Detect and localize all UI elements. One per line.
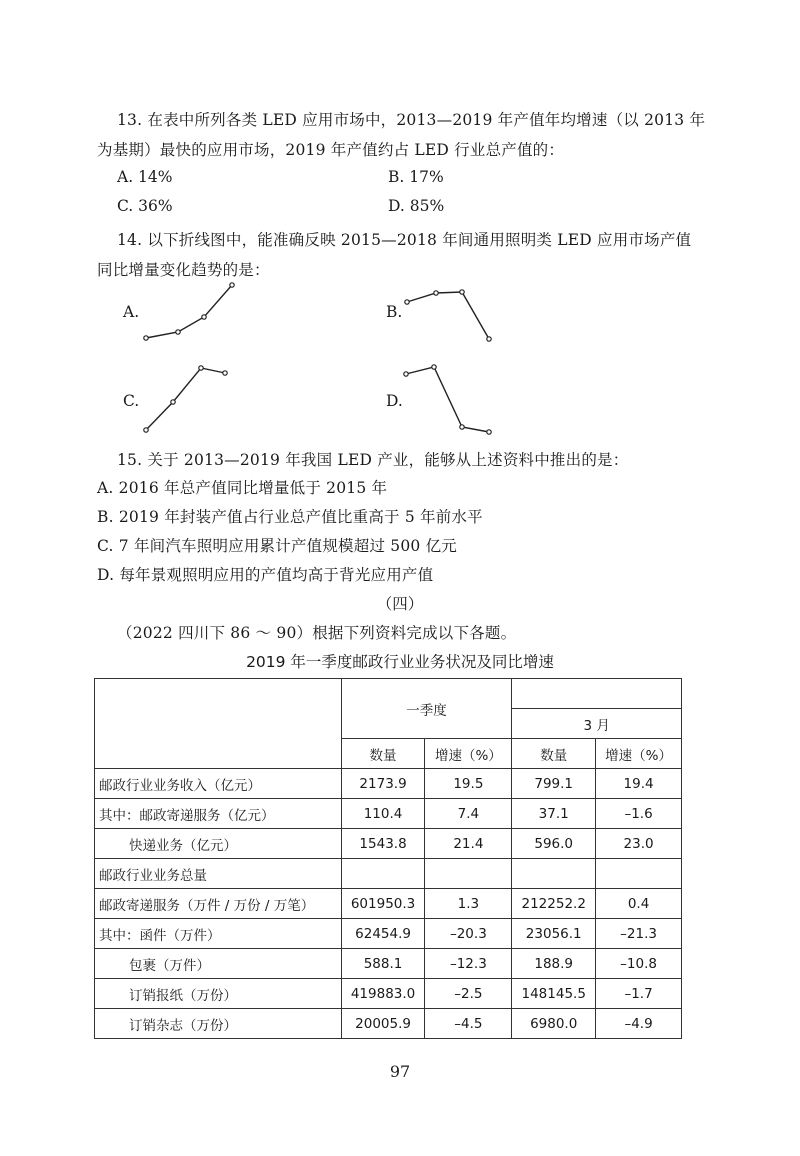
cell-mar-rate: 19.4 [596, 769, 682, 799]
cell-mar-qty: 6980.0 [512, 1009, 596, 1039]
q13-option-a: A. 14% [117, 168, 173, 186]
cell-q1-qty: 601950.3 [341, 889, 425, 919]
q14-c-point [144, 428, 148, 432]
q14-option-c-label: C. [123, 392, 140, 410]
cell-mar-qty: 596.0 [512, 829, 596, 859]
q14-option-a-label: A. [123, 303, 140, 321]
header-mar-rate: 增速（%） [596, 739, 682, 769]
q14-d-point [487, 430, 491, 434]
table-row [95, 829, 682, 859]
table-row [95, 949, 682, 979]
row-label: 邮政行业业务收入（亿元） [95, 769, 342, 799]
cell-mar-rate: –10.8 [596, 949, 682, 979]
q14-b-point [405, 300, 409, 304]
cell-q1-qty: 588.1 [341, 949, 425, 979]
section-title: （四） [376, 595, 424, 613]
row-label: 邮政寄递服务（万件 / 万份 / 万笔） [95, 889, 342, 919]
q14-d-point [404, 372, 408, 376]
row-label: 订销杂志（万份） [95, 1009, 342, 1039]
table-row [95, 859, 682, 889]
q14-a-point [144, 336, 148, 340]
q14-a-point [230, 283, 234, 287]
table-title: 2019 年一季度邮政行业业务状况及同比增速 [246, 653, 554, 671]
q14-b-line [407, 292, 489, 339]
cell-q1-rate: –2.5 [425, 979, 512, 1009]
cell-q1-qty: 419883.0 [341, 979, 425, 1009]
q14-d-line [406, 367, 489, 432]
cell-q1-rate: 7.4 [425, 799, 512, 829]
q15-option-b: B. 2019 年封装产值占行业总产值比重高于 5 年前水平 [97, 508, 483, 526]
q15-option-d: D. 每年景观照明应用的产值均高于背光应用产值 [97, 566, 434, 584]
cell-q1-qty: 1543.8 [341, 829, 425, 859]
cell-q1-rate: 21.4 [425, 829, 512, 859]
q13-option-d: D. 85% [388, 197, 445, 215]
q15-option-c: C. 7 年间汽车照明应用累计产值规模超过 500 亿元 [97, 537, 457, 555]
row-label: 其中：函件（万件） [95, 919, 342, 949]
section-intro: （2022 四川下 86 ～ 90）根据下列资料完成以下各题。 [117, 624, 517, 642]
cell-mar-rate: –1.7 [596, 979, 682, 1009]
q15-option-a: A. 2016 年总产值同比增量低于 2015 年 [97, 479, 388, 497]
table-row [95, 889, 682, 919]
q15-stem: 15. 关于 2013—2019 年我国 LED 产业，能够从上述资料中推出的是： [117, 451, 629, 469]
cell-q1-qty: 62454.9 [341, 919, 425, 949]
postal-table [94, 678, 682, 1039]
cell-mar-qty: 37.1 [512, 799, 596, 829]
q14-d-point [460, 425, 464, 429]
q14-option-d-label: D. [386, 392, 403, 410]
q14-option-b-label: B. [386, 303, 403, 321]
table-row [95, 1009, 682, 1039]
cell-mar-qty: 23056.1 [512, 919, 596, 949]
q14-c-point [199, 366, 203, 370]
q14-d-point [432, 365, 436, 369]
cell-mar-rate [596, 859, 682, 889]
header-q1: 一季度 [341, 679, 512, 739]
q14-option-c-chart [140, 360, 235, 435]
cell-q1-rate [425, 859, 512, 889]
cell-q1-rate: –20.3 [425, 919, 512, 949]
cell-mar-rate: –1.6 [596, 799, 682, 829]
header-mar-qty: 数量 [512, 739, 596, 769]
q14-a-line [146, 285, 232, 338]
q14-a-point [202, 315, 206, 319]
cell-q1-rate: –4.5 [425, 1009, 512, 1039]
header-blank [512, 679, 682, 709]
q14-b-point [487, 337, 491, 341]
q14-c-line [146, 368, 225, 430]
table-row [95, 979, 682, 1009]
q14-option-a-chart [140, 280, 240, 345]
cell-q1-rate: 19.5 [425, 769, 512, 799]
page-number: 97 [389, 1062, 411, 1081]
table-corner-cell [95, 679, 342, 769]
q13-option-c: C. 36% [117, 197, 173, 215]
q14-c-point [223, 371, 227, 375]
header-q1-qty: 数量 [341, 739, 425, 769]
q14-c-point [171, 400, 175, 404]
q14-a-point [176, 330, 180, 334]
table-row [95, 799, 682, 829]
q13-stem-line1: 13. 在表中所列各类 LED 应用市场中，2013—2019 年产值年均增速（以 2013 年 [117, 111, 706, 129]
table-row [95, 769, 682, 799]
row-label: 包裹（万件） [95, 949, 342, 979]
q14-b-point [460, 290, 464, 294]
q14-stem-line2: 同比增量变化趋势的是： [97, 261, 270, 279]
cell-q1-rate: –12.3 [425, 949, 512, 979]
cell-mar-qty: 799.1 [512, 769, 596, 799]
row-label: 邮政行业业务总量 [95, 859, 342, 889]
row-label: 订销报纸（万份） [95, 979, 342, 1009]
q13-option-b: B. 17% [388, 168, 444, 186]
cell-q1-qty: 110.4 [341, 799, 425, 829]
q14-stem-line1: 14. 以下折线图中，能准确反映 2015—2018 年间通用照明类 LED 应用市场产值 [117, 231, 692, 249]
cell-mar-rate: –4.9 [596, 1009, 682, 1039]
cell-mar-rate: 23.0 [596, 829, 682, 859]
cell-mar-qty: 148145.5 [512, 979, 596, 1009]
cell-mar-rate: –21.3 [596, 919, 682, 949]
cell-q1-qty [341, 859, 425, 889]
row-label: 其中：邮政寄递服务（亿元） [95, 799, 342, 829]
row-label: 快递业务（亿元） [95, 829, 342, 859]
cell-mar-qty [512, 859, 596, 889]
q14-option-b-chart [400, 285, 495, 345]
header-march: 3 月 [512, 709, 682, 739]
q13-stem-line2: 为基期）最快的应用市场，2019 年产值约占 LED 行业总产值的： [97, 141, 565, 159]
q14-option-d-chart [400, 360, 495, 435]
cell-mar-qty: 188.9 [512, 949, 596, 979]
header-q1-rate: 增速（%） [425, 739, 512, 769]
cell-mar-qty: 212252.2 [512, 889, 596, 919]
table-row [95, 919, 682, 949]
cell-mar-rate: 0.4 [596, 889, 682, 919]
cell-q1-qty: 2173.9 [341, 769, 425, 799]
cell-q1-rate: 1.3 [425, 889, 512, 919]
cell-q1-qty: 20005.9 [341, 1009, 425, 1039]
q14-b-point [434, 291, 438, 295]
